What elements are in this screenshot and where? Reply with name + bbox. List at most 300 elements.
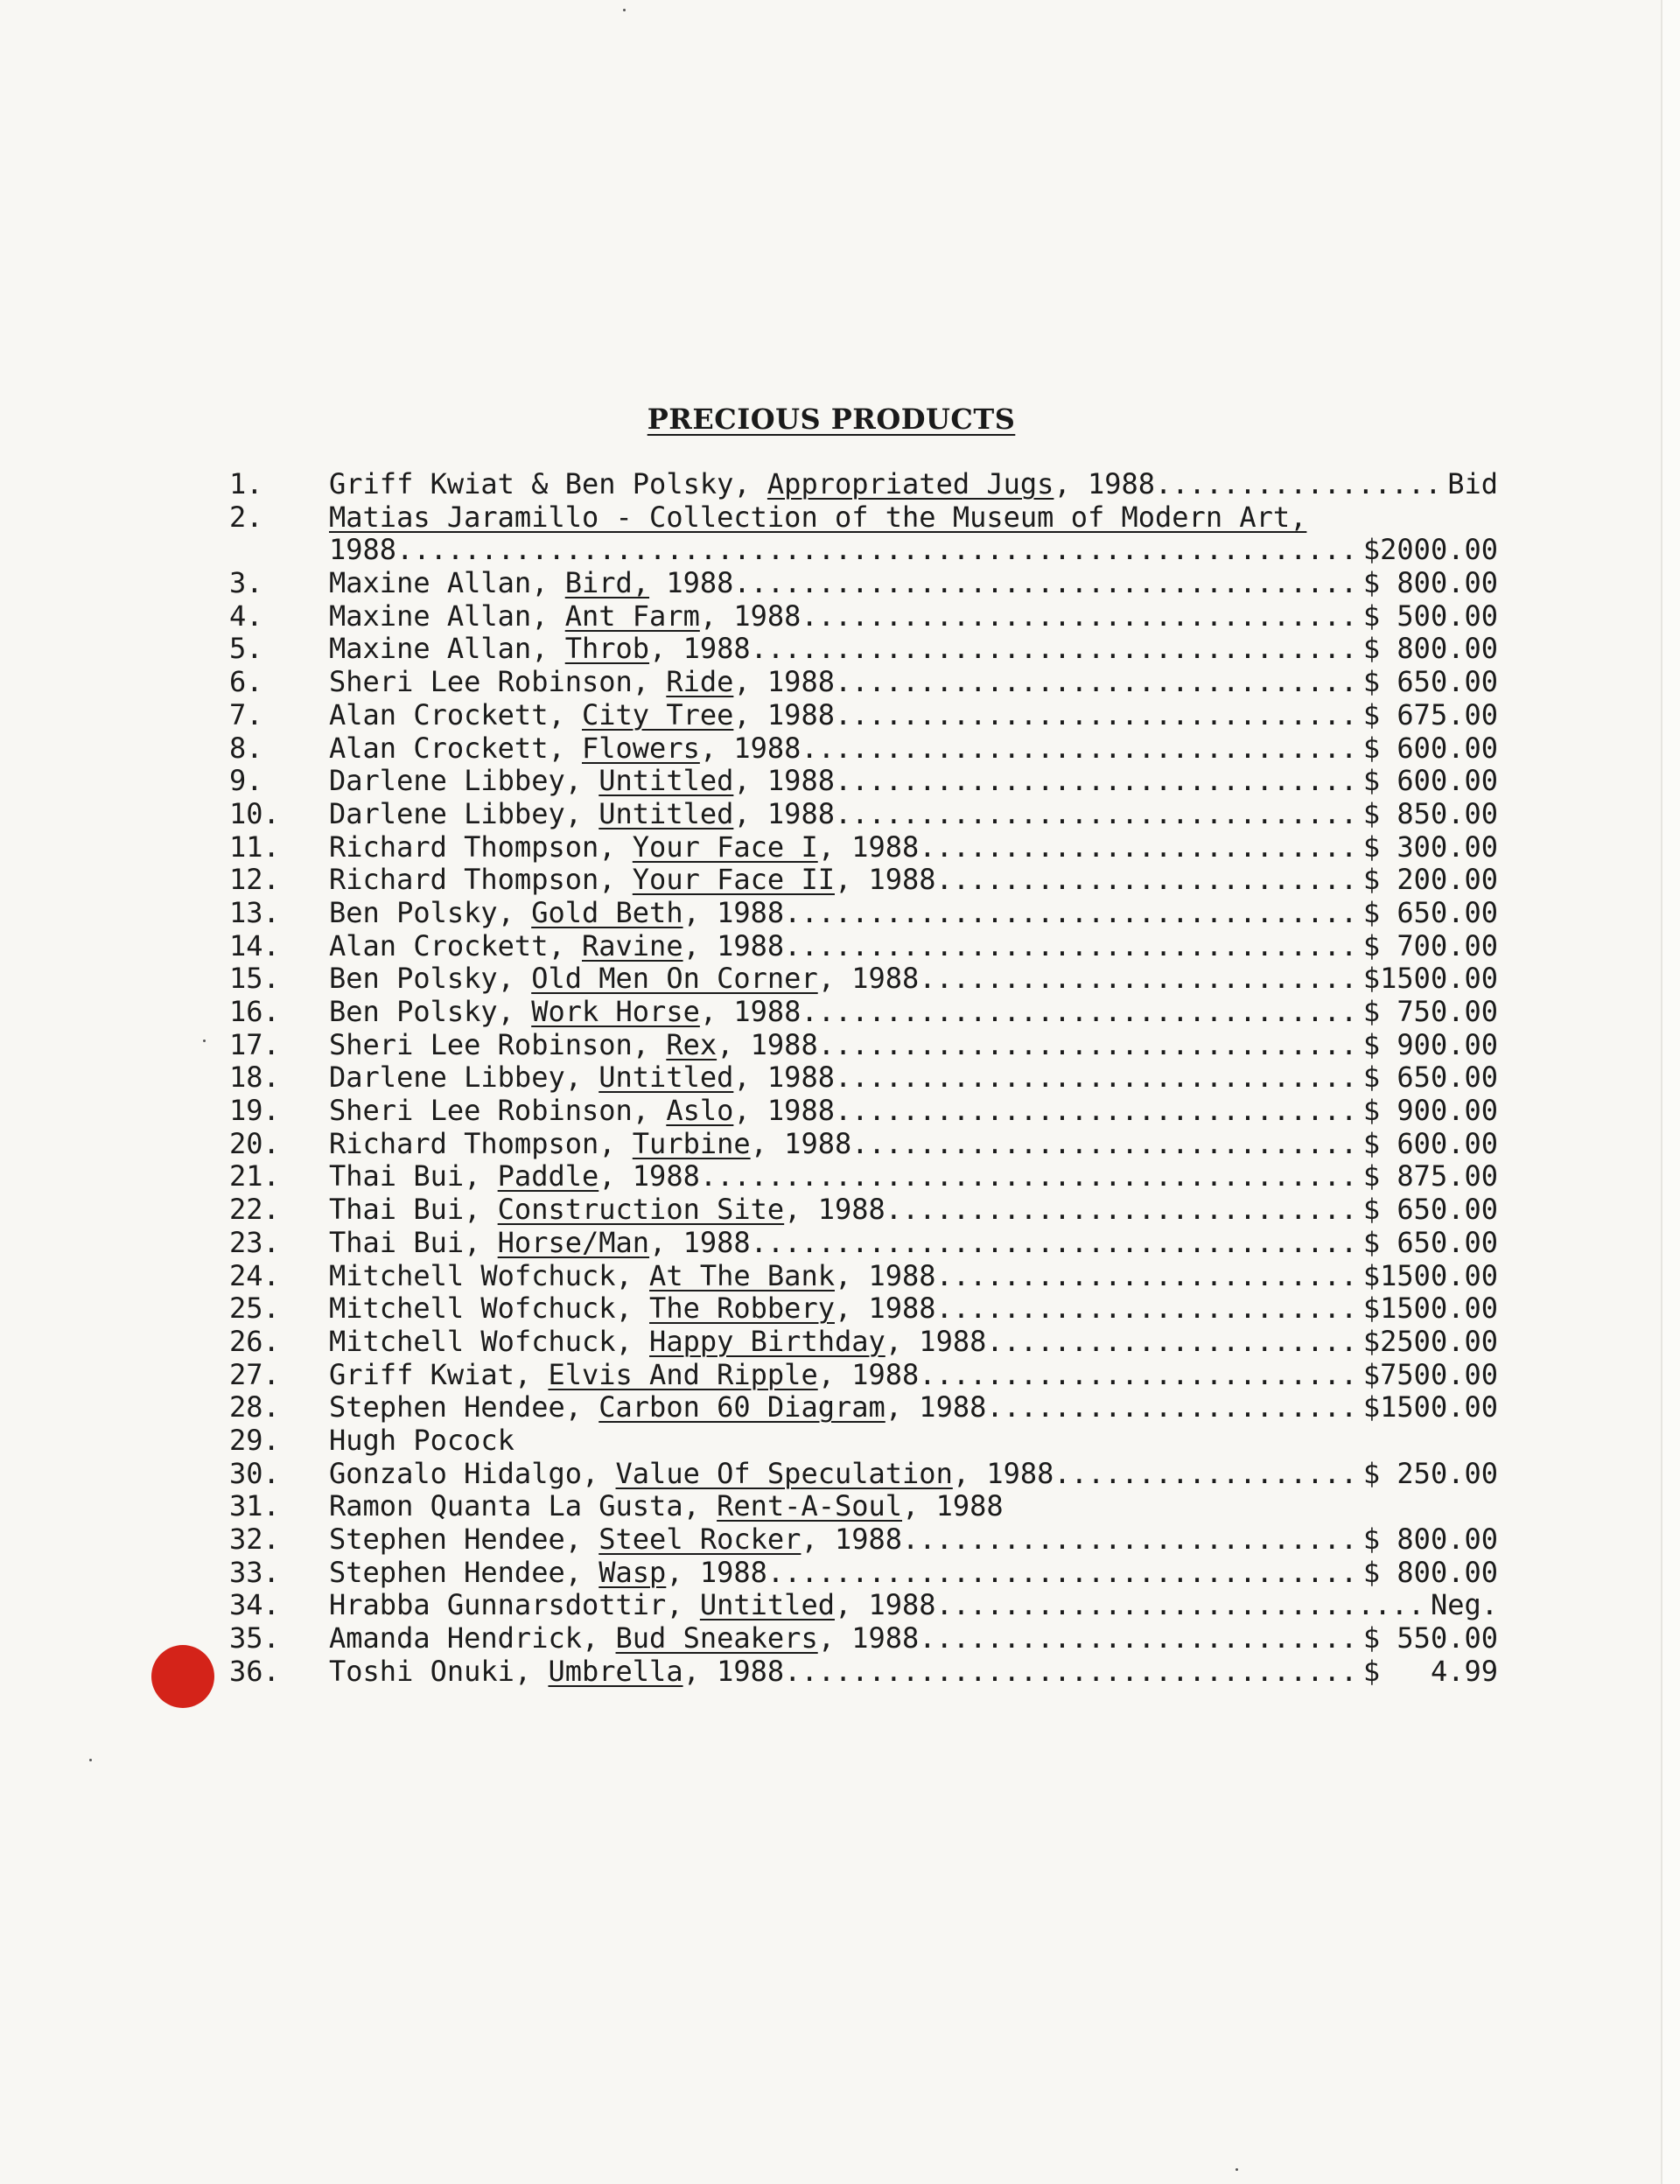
item-number: 28. xyxy=(229,1390,280,1424)
artist-name: Darlene Libbey, xyxy=(329,1061,599,1095)
item-number: 17. xyxy=(229,1027,280,1061)
dot-leader xyxy=(767,1557,1363,1590)
artist-name: Gonzalo Hidalgo, xyxy=(329,1457,616,1490)
dot-leader xyxy=(835,798,1363,831)
list-item xyxy=(229,1292,1498,1326)
item-entry xyxy=(329,930,1498,963)
item-description xyxy=(329,633,751,666)
artist-name: Ramon Quanta La Gusta, xyxy=(329,1490,718,1523)
dot-leader xyxy=(1054,1458,1362,1491)
item-price: $ 250.00 xyxy=(1362,1457,1498,1490)
item-number: 27. xyxy=(229,1357,280,1391)
item-description xyxy=(329,1061,835,1095)
item-description xyxy=(329,1128,851,1161)
work-title: Construction Site xyxy=(497,1194,785,1227)
item-description xyxy=(329,1490,1004,1523)
list-item xyxy=(229,1227,1498,1260)
item-price: $ 650.00 xyxy=(1362,896,1498,929)
item-number: 25. xyxy=(229,1292,280,1326)
item-price: $1500.00 xyxy=(1362,1292,1498,1326)
list-item xyxy=(229,831,1498,864)
item-price: $ 900.00 xyxy=(1362,1028,1498,1061)
artist-name: Sheri Lee Robinson, xyxy=(329,1028,667,1061)
work-year: , 1988 xyxy=(834,1292,936,1326)
work-title: Elvis And Ripple xyxy=(548,1358,818,1391)
item-entry xyxy=(329,501,1498,535)
item-number: 5. xyxy=(229,632,263,666)
item-description xyxy=(329,501,1306,535)
work-year: , 1988 xyxy=(733,1095,835,1128)
dot-leader xyxy=(886,1194,1363,1227)
work-year: , 1988 xyxy=(733,797,835,830)
item-price: $2500.00 xyxy=(1362,1325,1498,1358)
list-item xyxy=(229,1128,1498,1161)
item-number: 7. xyxy=(229,697,263,732)
item-entry xyxy=(329,996,1498,1029)
dot-leader xyxy=(936,1292,1363,1326)
item-number: 35. xyxy=(229,1621,280,1656)
title-text: PRECIOUS PRODUCTS xyxy=(647,402,1016,436)
work-year: , 1988 xyxy=(834,1259,936,1292)
price-list xyxy=(229,468,1498,1688)
dot-leader xyxy=(851,1128,1363,1161)
list-item xyxy=(229,732,1498,766)
work-year: , 1988 xyxy=(817,1622,920,1656)
work-year: , 1988 xyxy=(784,1194,886,1227)
list-item xyxy=(229,1260,1498,1293)
work-title: Paddle xyxy=(497,1160,599,1194)
dot-leader xyxy=(751,1227,1363,1260)
artist-name: Richard Thompson, xyxy=(329,864,633,897)
item-description xyxy=(329,732,801,766)
list-item xyxy=(229,1523,1498,1557)
item-number: 4. xyxy=(229,598,263,633)
item-entry xyxy=(329,732,1498,766)
work-title: Untitled xyxy=(699,1589,835,1622)
item-price: $ 750.00 xyxy=(1362,996,1498,1028)
list-item xyxy=(229,666,1498,699)
item-description xyxy=(329,1424,514,1458)
work-title: Carbon 60 Diagram xyxy=(598,1391,886,1424)
dot-leader xyxy=(835,699,1363,732)
work-title: Turbine xyxy=(632,1127,751,1160)
item-number: 34. xyxy=(229,1588,280,1622)
artist-name: Alan Crockett, xyxy=(329,698,582,732)
item-number: 12. xyxy=(229,863,280,897)
work-title: Gold Beth xyxy=(531,896,683,929)
item-description xyxy=(329,1160,700,1194)
artist-name: Amanda Hendrick, xyxy=(329,1622,616,1656)
work-title: Appropriated Jugs xyxy=(766,468,1054,500)
work-year: , 1988 xyxy=(733,698,835,732)
list-item xyxy=(229,1622,1498,1656)
work-title: Wasp xyxy=(598,1556,667,1589)
item-price: $ 600.00 xyxy=(1362,732,1498,765)
item-number: 36. xyxy=(229,1654,280,1688)
work-year: , 1988 xyxy=(885,1391,987,1424)
red-sold-sticker xyxy=(151,1645,214,1708)
artist-name: Thai Bui, xyxy=(329,1194,498,1227)
item-entry xyxy=(329,1194,1498,1227)
work-title: Untitled xyxy=(598,1061,734,1095)
work-title: Rex xyxy=(666,1028,718,1061)
artist-name: Griff Kwiat & Ben Polsky, xyxy=(329,468,767,500)
artist-name: Hrabba Gunnarsdottir, xyxy=(329,1589,700,1622)
item-description xyxy=(329,864,936,897)
item-description xyxy=(329,1589,936,1622)
item-number: 11. xyxy=(229,830,280,864)
list-item xyxy=(229,962,1498,996)
item-number: 9. xyxy=(229,764,263,798)
list-item xyxy=(229,1029,1498,1062)
item-price: $ 650.00 xyxy=(1362,1194,1498,1227)
artist-name: Maxine Allan, xyxy=(329,599,565,633)
dot-leader xyxy=(784,1656,1363,1689)
artist-name: Ben Polsky, xyxy=(329,896,532,929)
item-number: 15. xyxy=(229,962,280,996)
list-item xyxy=(229,1160,1498,1194)
artist-name: Thai Bui, xyxy=(329,1160,498,1194)
item-number: 23. xyxy=(229,1225,280,1259)
dot-leader xyxy=(396,534,1363,567)
item-description xyxy=(329,798,835,831)
work-title: Rent-A-Soul xyxy=(717,1490,903,1523)
item-description xyxy=(329,930,784,963)
dot-leader xyxy=(919,831,1363,864)
artist-name: Sheri Lee Robinson, xyxy=(329,666,667,699)
paper-speck xyxy=(623,9,626,11)
item-price: $2000.00 xyxy=(1362,534,1498,567)
item-price: $ 800.00 xyxy=(1362,1523,1498,1556)
item-description xyxy=(329,1622,919,1656)
artist-name: 1988 xyxy=(329,534,397,567)
artist-name: Griff Kwiat, xyxy=(329,1358,549,1391)
artist-name: Sheri Lee Robinson, xyxy=(329,1095,667,1128)
item-price: $ 600.00 xyxy=(1362,1127,1498,1160)
item-entry xyxy=(329,864,1498,897)
dot-leader xyxy=(801,600,1362,634)
artist-name: Darlene Libbey, xyxy=(329,765,599,798)
item-entry xyxy=(329,1424,1498,1458)
item-price: $ 300.00 xyxy=(1362,830,1498,864)
list-item xyxy=(229,897,1498,930)
dot-leader xyxy=(751,633,1363,666)
item-price: Bid xyxy=(1447,468,1498,500)
item-price: $ 650.00 xyxy=(1362,1226,1498,1259)
item-description xyxy=(329,1194,886,1227)
work-year: , 1988 xyxy=(682,929,785,962)
work-year: , 1988 xyxy=(682,1655,785,1688)
item-price: $1500.00 xyxy=(1362,1391,1498,1424)
work-year: , 1988 xyxy=(1054,468,1156,500)
list-item xyxy=(229,1061,1498,1095)
item-price: $ 200.00 xyxy=(1362,864,1498,897)
item-entry xyxy=(329,1227,1498,1260)
list-item xyxy=(229,534,1498,567)
item-price: $ 4.99 xyxy=(1362,1655,1498,1688)
dot-leader xyxy=(801,732,1362,766)
list-item xyxy=(229,1656,1498,1689)
item-entry xyxy=(329,666,1498,699)
item-number: 30. xyxy=(229,1456,280,1490)
item-description xyxy=(329,567,733,600)
work-title: Matias Jaramillo - Collection of the Museum of Modern Art, xyxy=(329,500,1307,534)
list-item xyxy=(229,1458,1498,1491)
item-number: 26. xyxy=(229,1324,280,1358)
work-year: , 1988 xyxy=(699,996,802,1028)
item-price: $ 500.00 xyxy=(1362,599,1498,633)
item-description xyxy=(329,1095,835,1128)
list-item xyxy=(229,1589,1498,1622)
item-entry xyxy=(329,699,1498,732)
item-entry xyxy=(329,1523,1498,1557)
item-entry xyxy=(329,831,1498,864)
item-entry xyxy=(329,962,1498,996)
item-description xyxy=(329,831,919,864)
item-description xyxy=(329,1656,784,1689)
work-year: , 1988 xyxy=(717,1028,818,1061)
work-year: , 1988 xyxy=(801,1523,903,1556)
artist-name: Toshi Onuki, xyxy=(329,1655,549,1688)
item-entry xyxy=(329,1095,1498,1128)
item-description xyxy=(329,1227,751,1260)
list-item xyxy=(229,765,1498,798)
artist-name: Stephen Hendee, xyxy=(329,1523,599,1556)
item-price: $ 650.00 xyxy=(1362,666,1498,699)
item-entry xyxy=(329,1128,1498,1161)
list-item xyxy=(229,567,1498,600)
dot-leader xyxy=(986,1326,1363,1359)
item-description xyxy=(329,1260,936,1293)
item-description xyxy=(329,600,801,634)
work-year: , 1988 xyxy=(733,1061,835,1095)
item-price: $ 800.00 xyxy=(1362,633,1498,666)
work-title: Flowers xyxy=(581,732,700,765)
list-item xyxy=(229,1557,1498,1590)
item-number: 1. xyxy=(229,467,263,500)
item-price: $ 875.00 xyxy=(1362,1160,1498,1194)
item-price: $7500.00 xyxy=(1362,1358,1498,1391)
item-entry xyxy=(329,1490,1498,1523)
artist-name: Alan Crockett, xyxy=(329,732,582,765)
item-price: $ 550.00 xyxy=(1362,1622,1498,1656)
item-description xyxy=(329,765,835,798)
work-title: Untitled xyxy=(598,797,734,830)
item-entry xyxy=(329,600,1498,634)
item-entry xyxy=(329,1458,1498,1491)
item-number: 16. xyxy=(229,995,280,1028)
list-item xyxy=(229,1326,1498,1359)
item-price: $ 900.00 xyxy=(1362,1095,1498,1128)
list-item xyxy=(229,1194,1498,1227)
work-title: Ride xyxy=(666,666,734,699)
work-title: Old Men On Corner xyxy=(531,962,818,996)
work-title: Horse/Man xyxy=(497,1226,650,1259)
work-title: Ant Farm xyxy=(564,599,700,633)
list-item xyxy=(229,600,1498,634)
item-description xyxy=(329,962,919,996)
item-entry xyxy=(329,897,1498,930)
list-item xyxy=(229,468,1498,501)
item-price: $ 675.00 xyxy=(1362,698,1498,732)
item-price: $ 700.00 xyxy=(1362,929,1498,962)
artist-name: Richard Thompson, xyxy=(329,1127,633,1160)
item-description xyxy=(329,1523,902,1557)
item-number: 29. xyxy=(229,1423,280,1457)
work-year: , 1988 xyxy=(750,1127,852,1160)
item-entry xyxy=(329,1656,1498,1689)
list-item xyxy=(229,798,1498,831)
work-title: Happy Birthday xyxy=(649,1325,886,1358)
item-description xyxy=(329,1326,986,1359)
paper-speck xyxy=(1236,2168,1238,2171)
item-number: 22. xyxy=(229,1193,280,1227)
item-description xyxy=(329,1292,936,1326)
work-title: At The Bank xyxy=(649,1259,835,1292)
dot-leader xyxy=(936,864,1363,897)
artist-name: Hugh Pocock xyxy=(329,1424,514,1457)
work-title: Umbrella xyxy=(548,1655,683,1688)
item-number: 10. xyxy=(229,796,280,830)
item-description xyxy=(329,996,801,1029)
item-entry xyxy=(329,1622,1498,1656)
item-number: 3. xyxy=(229,566,263,600)
list-item xyxy=(229,1424,1498,1458)
item-entry xyxy=(329,1292,1498,1326)
work-year: , 1988 xyxy=(733,765,835,798)
item-price: $ 650.00 xyxy=(1362,1061,1498,1095)
item-entry xyxy=(329,567,1498,600)
item-description xyxy=(329,1029,818,1062)
item-number: 14. xyxy=(229,928,280,962)
dot-leader xyxy=(835,666,1363,699)
work-title: City Tree xyxy=(581,698,734,732)
work-year: , 1988 xyxy=(649,1226,751,1259)
work-title: Steel Rocker xyxy=(598,1523,802,1556)
item-price: $ 600.00 xyxy=(1362,765,1498,798)
work-title: Throb xyxy=(564,633,650,666)
artist-name: Stephen Hendee, xyxy=(329,1391,599,1424)
item-entry xyxy=(329,633,1498,666)
item-entry xyxy=(329,468,1498,501)
list-item xyxy=(229,1391,1498,1424)
item-description xyxy=(329,897,784,930)
dot-leader xyxy=(986,1391,1363,1424)
work-title: Aslo xyxy=(666,1095,734,1128)
item-entry xyxy=(329,1160,1498,1194)
dot-leader xyxy=(936,1260,1363,1293)
item-price: Neg. xyxy=(1430,1589,1498,1622)
dot-leader xyxy=(902,1523,1363,1557)
list-item xyxy=(229,996,1498,1029)
work-year: , 1988 xyxy=(834,1589,936,1622)
artist-name: Darlene Libbey, xyxy=(329,797,599,830)
item-number: 19. xyxy=(229,1094,280,1128)
item-number: 13. xyxy=(229,895,280,929)
list-item xyxy=(229,501,1498,535)
paper-speck xyxy=(203,1040,206,1042)
artist-name: Mitchell Wofchuck, xyxy=(329,1292,650,1326)
item-number: 18. xyxy=(229,1060,280,1095)
item-number: 6. xyxy=(229,665,263,699)
item-number: 2. xyxy=(229,500,263,534)
work-title: Your Face II xyxy=(632,864,835,897)
item-description xyxy=(329,666,835,699)
dot-leader xyxy=(919,962,1363,996)
work-year: , 1988 xyxy=(598,1160,700,1194)
item-description xyxy=(329,1391,986,1424)
artist-name: Maxine Allan, xyxy=(329,567,565,600)
dot-leader xyxy=(733,567,1363,600)
work-title: Value Of Speculation xyxy=(615,1457,953,1490)
dot-leader xyxy=(784,930,1363,963)
artist-name: Thai Bui, xyxy=(329,1226,498,1259)
artist-name: Richard Thompson, xyxy=(329,830,633,864)
item-number: 33. xyxy=(229,1555,280,1589)
dot-leader xyxy=(818,1029,1363,1062)
dot-leader xyxy=(835,1095,1363,1128)
item-entry xyxy=(329,1260,1498,1293)
item-price: $1500.00 xyxy=(1362,962,1498,996)
work-title: Untitled xyxy=(598,765,734,798)
dot-leader xyxy=(936,1589,1431,1622)
work-year: , 1988 xyxy=(699,599,802,633)
item-entry xyxy=(329,1391,1498,1424)
work-year: , 1988 xyxy=(733,666,835,699)
list-item xyxy=(229,633,1498,666)
work-title: The Robbery xyxy=(649,1292,835,1326)
item-entry xyxy=(329,1029,1498,1062)
artist-name: Maxine Allan, xyxy=(329,633,565,666)
work-title: Your Face I xyxy=(632,830,818,864)
work-year: , 1988 xyxy=(952,1457,1054,1490)
list-item xyxy=(229,1359,1498,1392)
artist-name: Mitchell Wofchuck, xyxy=(329,1259,650,1292)
item-entry xyxy=(329,1589,1498,1622)
list-item xyxy=(229,699,1498,732)
list-item xyxy=(229,864,1498,897)
dot-leader xyxy=(919,1359,1363,1392)
item-entry xyxy=(329,798,1498,831)
work-title: Bud Sneakers xyxy=(615,1622,818,1656)
work-year: , 1988 xyxy=(885,1325,987,1358)
work-title: Ravine xyxy=(581,929,683,962)
work-year: , 1988 xyxy=(699,732,802,765)
item-price: $ 800.00 xyxy=(1362,567,1498,600)
item-number: 21. xyxy=(229,1159,280,1194)
artist-name: Ben Polsky, xyxy=(329,962,532,996)
list-item xyxy=(229,1490,1498,1523)
artist-name: Stephen Hendee, xyxy=(329,1556,599,1589)
item-number: 20. xyxy=(229,1126,280,1160)
document-title xyxy=(0,402,1662,436)
dot-leader xyxy=(835,765,1363,798)
list-item xyxy=(229,1095,1498,1128)
item-number: 24. xyxy=(229,1258,280,1292)
work-year: , 1988 xyxy=(649,633,751,666)
item-description xyxy=(329,1359,919,1392)
item-price: $ 850.00 xyxy=(1362,797,1498,830)
item-entry xyxy=(329,1326,1498,1359)
item-description xyxy=(329,468,1155,501)
item-entry xyxy=(329,534,1498,567)
work-year: , 1988 xyxy=(682,896,785,929)
item-description xyxy=(329,534,396,567)
list-item xyxy=(229,930,1498,963)
dot-leader xyxy=(700,1160,1363,1194)
item-description xyxy=(329,1557,767,1590)
item-price: $ 800.00 xyxy=(1362,1556,1498,1589)
